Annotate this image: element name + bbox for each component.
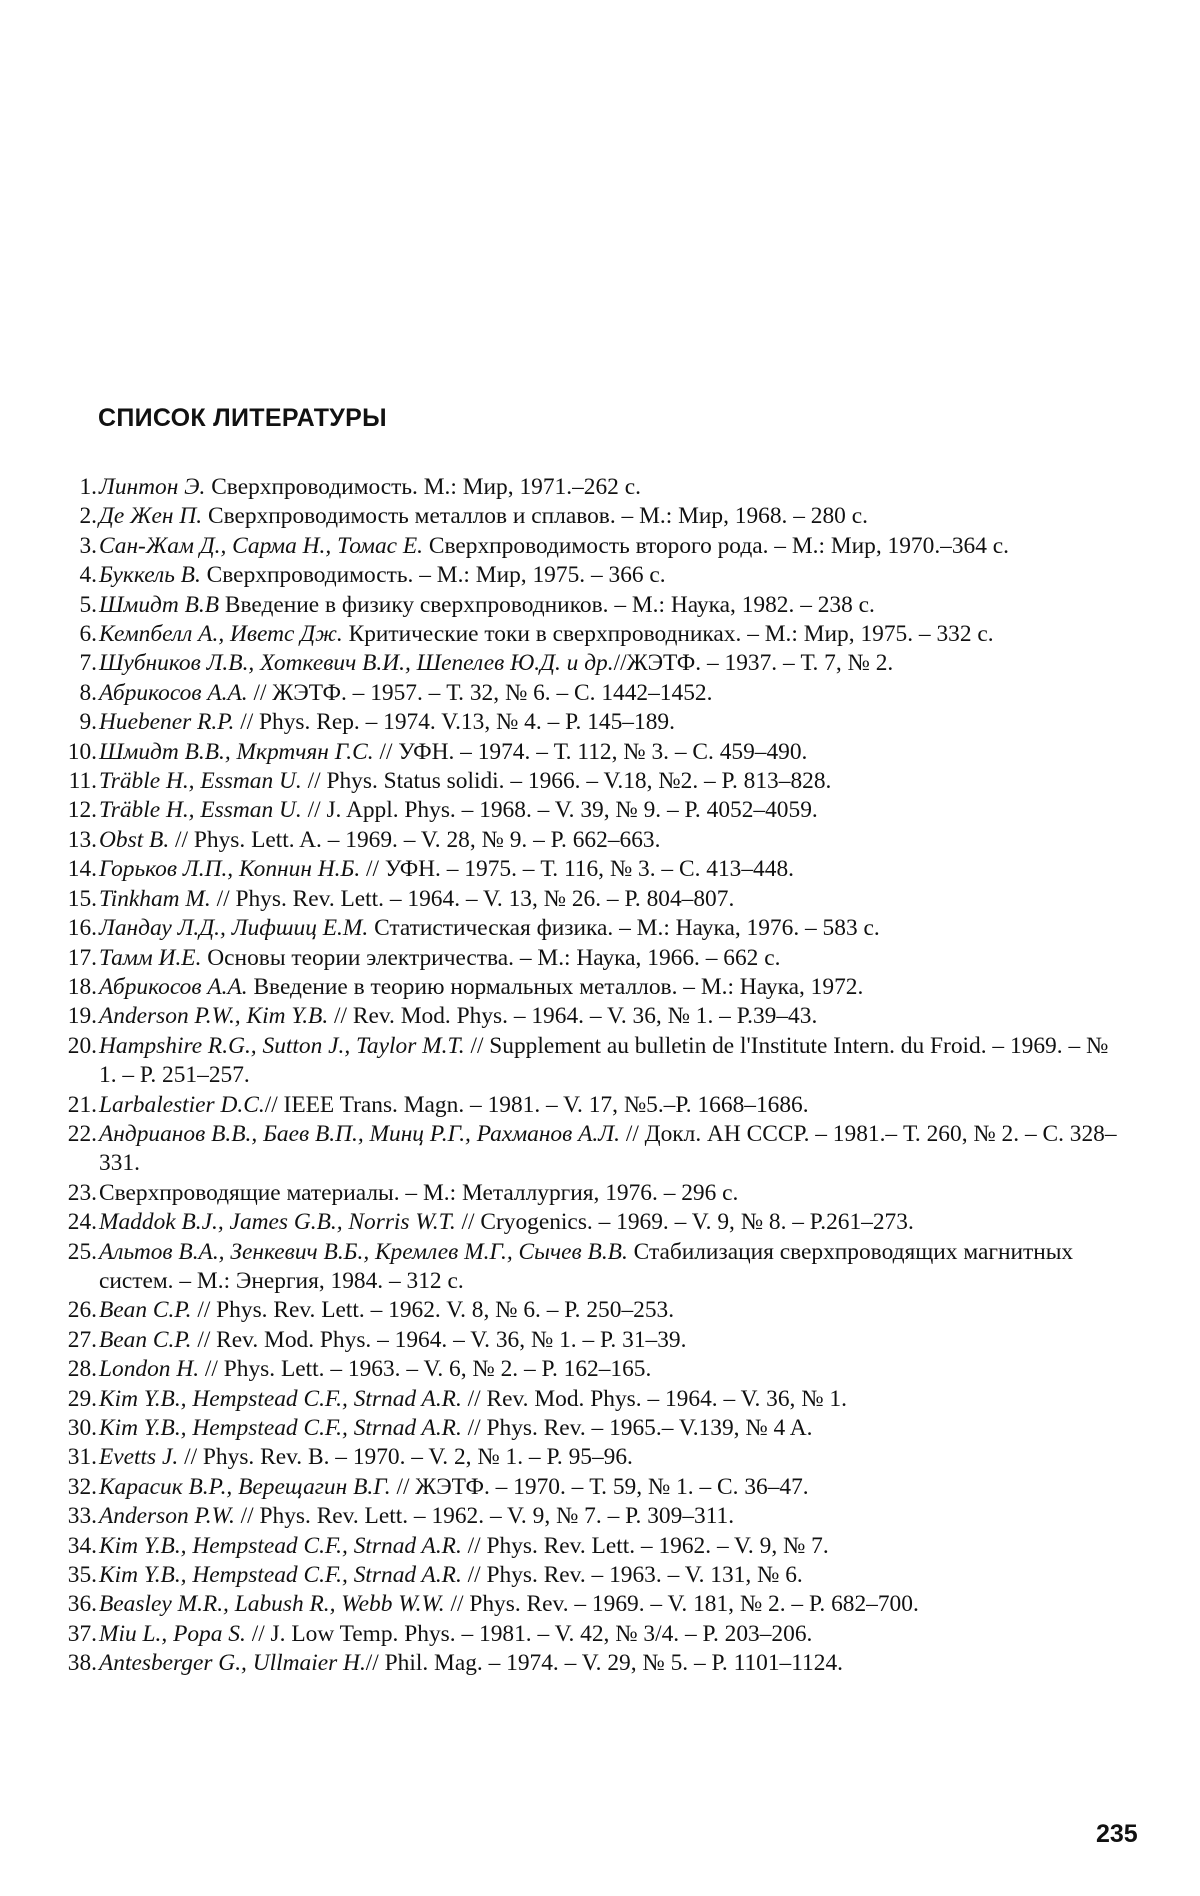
reference-authors: Maddok B.J., James G.B., Norris W.T. <box>99 1209 456 1236</box>
reference-number: 31. <box>67 1444 97 1471</box>
reference-number: 8. <box>79 679 97 706</box>
reference-item <box>66 1296 1124 1325</box>
reference-details: // Phys. Lett. A. – 1969. – V. 28, № 9. – P. 662–663. <box>169 826 661 853</box>
reference-authors: Kim Y.B., Hempstead C.F., Strnad A.R. <box>99 1415 462 1441</box>
reference-number: 27. <box>67 1326 97 1353</box>
reference-authors: Evetts J. <box>99 1444 179 1471</box>
reference-number: 5. <box>79 591 97 618</box>
reference-authors: Абрикосов А.А. <box>99 973 248 1000</box>
reference-number: 4. <box>79 562 97 589</box>
reference-authors: Bean C.P. <box>99 1297 192 1324</box>
reference-item <box>66 885 1124 914</box>
reference-number: 2. <box>79 503 97 530</box>
reference-item <box>66 649 1124 678</box>
reference-number: 28. <box>67 1356 97 1383</box>
reference-details: Стабилизация сверхпроводящих магнитных систем. – М.: Энергия, 1984. – 312 с. <box>99 1238 1074 1294</box>
reference-item <box>66 1355 1124 1384</box>
reference-number: 13. <box>67 826 97 853</box>
reference-item <box>66 1561 1124 1590</box>
reference-details: // Supplement au bulletin de l'Institute Intern. du Froid. – 1969. – № 1. – P. 251–257. <box>99 1032 1109 1089</box>
reference-item <box>66 914 1124 943</box>
reference-details: // Rev. Mod. Phys. – 1964. – V. 36, № 1. – P. 31–39. <box>191 1326 687 1353</box>
reference-authors: Anderson P.W. <box>99 1503 235 1530</box>
reference-details: // Phys. Rev. B. – 1970. – V. 2, № 1. – P. 95–96. <box>178 1444 633 1471</box>
reference-item <box>66 973 1124 1002</box>
reference-details: // ЖЭТФ. – 1970. – Т. 59, № 1. – С. 36–47. <box>390 1473 809 1500</box>
reference-number: 22. <box>67 1120 97 1147</box>
reference-authors: Андрианов В.В., Баев В.П., Минц Р.Г., Рахманов А.Л. <box>99 1120 620 1147</box>
reference-item <box>66 1179 1124 1208</box>
reference-authors: Kim Y.B., Hempstead C.F., Strnad A.R. <box>99 1532 462 1559</box>
reference-authors: Miu L., Popa S. <box>99 1620 246 1647</box>
reference-details: // Rev. Mod. Phys. – 1964. – V. 36, № 1. – P.39–43. <box>328 1003 818 1030</box>
reference-details: // Phys. Rev. – 1963. – V. 131, № 6. <box>461 1562 803 1589</box>
reference-details: // Phys. Rev. Lett. – 1962. – V. 9, № 7. <box>461 1532 829 1559</box>
reference-details: // Rev. Mod. Phys. – 1964. – V. 36, № 1. <box>461 1385 847 1412</box>
reference-item <box>66 1120 1124 1179</box>
reference-number: 21. <box>67 1091 97 1118</box>
reference-number: 1. <box>79 474 97 500</box>
reference-authors: Hampshire R.G., Sutton J., Taylor M.T. <box>99 1032 465 1059</box>
reference-authors: Tinkham M. <box>99 885 211 912</box>
reference-number: 6. <box>79 621 97 648</box>
reference-details: // IEEE Trans. Magn. – 1981. – V. 17, №5.–P. 1668–1686. <box>264 1091 809 1118</box>
reference-authors: Де Жен П. <box>99 503 203 530</box>
reference-item <box>66 796 1124 825</box>
reference-item <box>66 1473 1124 1502</box>
reference-number: 25. <box>67 1238 97 1265</box>
reference-number: 12. <box>67 797 97 824</box>
reference-number: 34. <box>67 1532 97 1559</box>
reference-authors: Kim Y.B., Hempstead C.F., Strnad A.R. <box>99 1385 462 1412</box>
reference-number: 37. <box>67 1620 97 1647</box>
reference-authors: Буккель В. <box>99 562 201 589</box>
reference-number: 33. <box>67 1503 97 1530</box>
reference-details: // УФН. – 1975. – Т. 116, № 3. – С. 413–448. <box>360 856 794 883</box>
reference-details: // Phys. Rev. – 1969. – V. 181, № 2. – P. 682–700. <box>444 1591 919 1618</box>
reference-authors: Карасик В.Р., Верещагин В.Г. <box>99 1473 391 1500</box>
reference-number: 36. <box>67 1591 97 1618</box>
reference-item <box>66 1238 1124 1297</box>
reference-details: // Phys. Rep. – 1974. V.13, № 4. – P. 145–189. <box>234 709 675 736</box>
reference-item <box>66 1620 1124 1649</box>
reference-authors: Линтон Э. <box>99 474 206 500</box>
reference-number: 23. <box>67 1179 97 1206</box>
reference-number: 26. <box>67 1297 97 1324</box>
reference-authors: Горьков Л.П., Копнин Н.Б. <box>99 856 361 883</box>
reference-authors: Bean C.P. <box>99 1326 192 1353</box>
reference-authors: Huebener R.P. <box>99 709 235 736</box>
reference-authors: Beasley M.R., Labush R., Webb W.W. <box>99 1591 445 1618</box>
reference-details: Введение в физику сверхпроводников. – М.: Наука, 1982. – 238 с. <box>219 591 875 618</box>
reference-details: // УФН. – 1974. – Т. 112, № 3. – С. 459–490. <box>373 738 808 765</box>
reference-authors: Antesberger G., Ullmaier H. <box>99 1650 366 1677</box>
reference-number: 32. <box>67 1473 97 1500</box>
reference-details: Сверхпроводимость. – М.: Мир, 1975. – 366 с. <box>200 562 666 589</box>
reference-item <box>66 502 1124 531</box>
reference-item <box>66 944 1124 973</box>
reference-number: 10. <box>67 738 97 765</box>
reference-details: Введение в теорию нормальных металлов. – М.: Наука, 1972. <box>247 973 864 1000</box>
reference-authors: Obst B. <box>99 826 170 853</box>
reference-number: 15. <box>67 885 97 912</box>
reference-details: // Phys. Rev. Lett. – 1962. – V. 9, № 7. – P. 309–311. <box>234 1503 735 1530</box>
reference-item <box>66 1032 1124 1091</box>
reference-list <box>66 473 1124 1679</box>
reference-number: 19. <box>67 1003 97 1030</box>
reference-details: //ЖЭТФ. – 1937. – Т. 7, № 2. <box>613 650 894 677</box>
reference-number: 20. <box>67 1032 97 1059</box>
reference-details: Критические токи в сверхпроводниках. – М.: Мир, 1975. – 332 с. <box>342 621 994 648</box>
reference-number: 29. <box>67 1385 97 1412</box>
reference-details: Сверхпроводимость. М.: Мир, 1971.–262 с. <box>205 474 641 500</box>
section-heading: СПИСОК ЛИТЕРАТУРЫ <box>98 404 387 432</box>
reference-details: Сверхпроводимость второго рода. – М.: Мир, 1970.–364 с. <box>423 532 1010 559</box>
reference-details: // Phil. Mag. – 1974. – V. 29, № 5. – P. 1101–1124. <box>365 1650 843 1677</box>
reference-item <box>66 1326 1124 1355</box>
reference-item <box>66 855 1124 884</box>
reference-authors: Тамм И.Е. <box>99 944 202 971</box>
reference-authors: Альтов В.А., Зенкевич В.Б., Кремлев М.Г., Сычев В.В. <box>99 1238 628 1265</box>
reference-details: Сверхпроводимость металлов и сплавов. – М.: Мир, 1968. – 280 с. <box>202 503 868 530</box>
reference-authors: London H. <box>99 1356 200 1383</box>
reference-authors: Абрикосов А.А. <box>99 679 248 706</box>
reference-number: 7. <box>79 650 97 677</box>
reference-authors: Kim Y.B., Hempstead C.F., Strnad A.R. <box>99 1562 462 1589</box>
reference-item <box>66 1502 1124 1531</box>
reference-item <box>66 679 1124 708</box>
reference-item <box>66 1002 1124 1031</box>
reference-details: Сверхпроводящие материалы. – М.: Металлургия, 1976. – 296 с. <box>99 1179 739 1206</box>
reference-item <box>66 561 1124 590</box>
reference-number: 38. <box>67 1650 97 1677</box>
reference-number: 3. <box>79 532 97 559</box>
reference-item <box>66 473 1124 502</box>
reference-item <box>66 1385 1124 1414</box>
reference-number: 35. <box>67 1562 97 1589</box>
reference-details: Основы теории электричества. – М.: Наука, 1966. – 662 с. <box>201 944 781 971</box>
reference-number: 24. <box>67 1209 97 1236</box>
reference-item <box>66 532 1124 561</box>
reference-authors: Larbalestier D.C. <box>99 1091 265 1118</box>
reference-number: 17. <box>67 944 97 971</box>
reference-item <box>66 826 1124 855</box>
reference-authors: Шмидт В.В., Мкртчян Г.С. <box>99 738 374 765</box>
page-number: 235 <box>1096 1820 1138 1848</box>
reference-item <box>66 1208 1124 1237</box>
reference-authors: Шубников Л.В., Хоткевич В.И., Шепелев Ю.Д. и др. <box>99 650 614 677</box>
reference-details: // Phys. Rev. – 1965.– V.139, № 4 A. <box>461 1415 813 1441</box>
reference-item <box>66 1091 1124 1120</box>
reference-details: // Докл. АН СССР. – 1981.– Т. 260, № 2. – С. 328–331. <box>99 1120 1117 1177</box>
reference-number: 14. <box>67 856 97 883</box>
reference-details: // ЖЭТФ. – 1957. – Т. 32, № 6. – С. 1442–1452. <box>247 679 713 706</box>
reference-details: // Phys. Status solidi. – 1966. – V.18, №2. – P. 813–828. <box>301 768 832 795</box>
reference-item <box>66 767 1124 796</box>
reference-number: 18. <box>67 973 97 1000</box>
reference-details: // Phys. Rev. Lett. – 1964. – V. 13, № 26. – P. 804–807. <box>210 885 735 912</box>
reference-details: Статистическая физика. – М.: Наука, 1976. – 583 с. <box>368 915 880 942</box>
reference-authors: Träble H., Essman U. <box>99 797 302 824</box>
reference-number: 30. <box>67 1415 97 1441</box>
reference-authors: Träble H., Essman U. <box>99 768 302 795</box>
reference-item <box>66 708 1124 737</box>
reference-number: 11. <box>68 768 97 795</box>
reference-number: 9. <box>79 709 97 736</box>
reference-item <box>66 1649 1124 1678</box>
reference-item <box>66 1414 1124 1443</box>
reference-details: // Phys. Rev. Lett. – 1962. V. 8, № 6. – P. 250–253. <box>191 1297 675 1324</box>
reference-item <box>66 1532 1124 1561</box>
reference-authors: Anderson P.W., Kim Y.B. <box>99 1003 329 1030</box>
reference-authors: Сан-Жам Д., Сарма Н., Томас Е. <box>99 532 424 559</box>
reference-details: // J. Appl. Phys. – 1968. – V. 39, № 9. – P. 4052–4059. <box>301 797 818 824</box>
reference-item <box>66 591 1124 620</box>
reference-authors: Шмидт В.В <box>99 591 220 618</box>
reference-item <box>66 738 1124 767</box>
reference-item <box>66 620 1124 649</box>
reference-item <box>66 1443 1124 1472</box>
reference-details: // Cryogenics. – 1969. – V. 9, № 8. – P.261–273. <box>455 1209 914 1236</box>
reference-details: // J. Low Temp. Phys. – 1981. – V. 42, № 3/4. – P. 203–206. <box>245 1620 813 1647</box>
reference-authors: Ландау Л.Д., Лифшиц Е.М. <box>99 915 369 942</box>
reference-details: // Phys. Lett. – 1963. – V. 6, № 2. – P. 162–165. <box>199 1356 652 1383</box>
reference-authors: Кемпбелл А., Иветс Дж. <box>99 621 343 648</box>
reference-number: 16. <box>67 915 97 942</box>
reference-item <box>66 1590 1124 1619</box>
